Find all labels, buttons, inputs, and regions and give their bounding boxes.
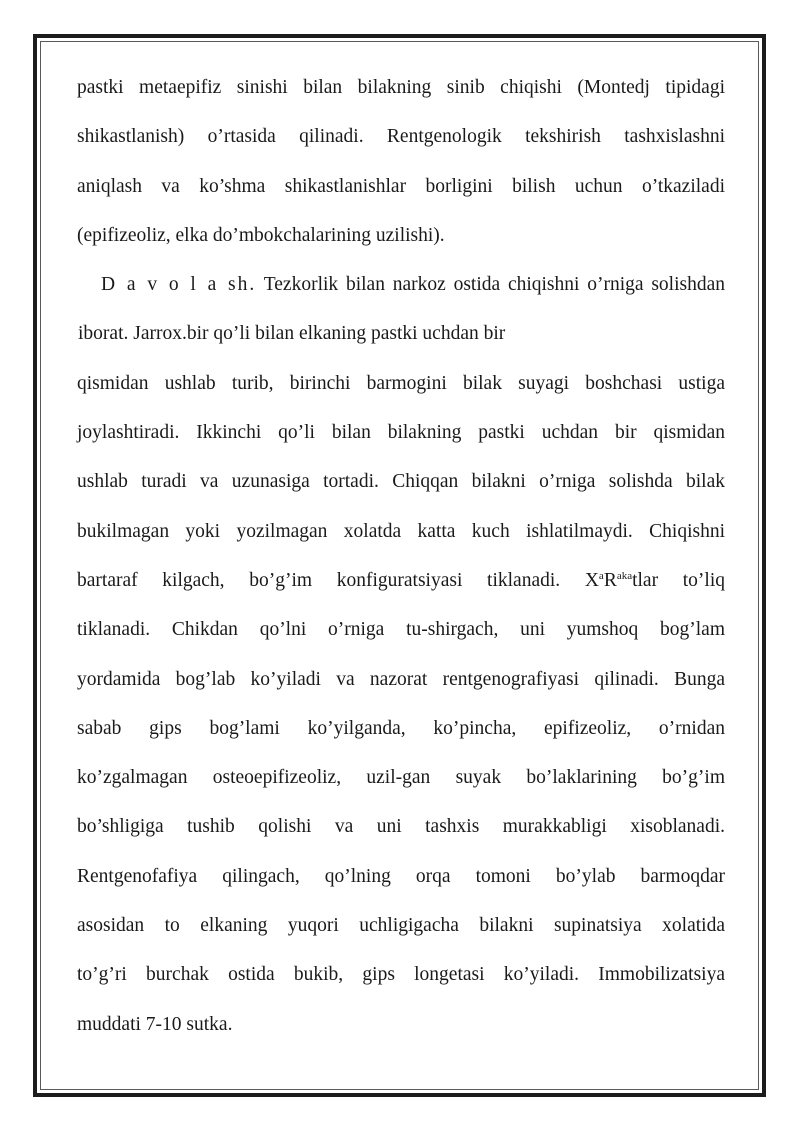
- text-line-continuation: Tezkorlik bilan narkoz ostida chiqishni o’rniga solishdan: [256, 274, 726, 296]
- text-segment: R: [603, 569, 617, 591]
- text-line: pastki metaepifiz sinishi bilan bilakning sinib chiqishi (Montedj tipidagi: [77, 77, 725, 98]
- text-line: shikastlanish) o’rtasida qilinadi. Rentgenologik tekshirish tashxislashni: [77, 126, 725, 148]
- text-line: joylashtiradi. Ikkinchi qo’li bilan bilakning pastki uchdan bir qismidan: [77, 422, 725, 444]
- text-line: yordamida bog’lab ko’yiladi va nazorat rentgenografiyasi qilinadi. Bunga: [77, 668, 725, 690]
- section-heading-line: [77, 267, 725, 316]
- text-line: tiklanadi. Chikdan qo’lni o’rniga tu-shirgach, uni yumshoq bog’lam: [77, 619, 725, 641]
- text-line: (epifizeoliz, elka do’mbokchalarining uzilishi).: [77, 224, 445, 246]
- text-segment: tlar to’liq: [632, 569, 725, 591]
- text-line: asosidan to elkaning yuqori uchligigacha bilakni supinatsiya xolatida: [77, 915, 725, 937]
- text-line: Rentgenofafiya qilingach, qo’lning orqa tomoni bo’ylab barmoqdar: [77, 865, 725, 887]
- text-line: bukilmagan yoki yozilmagan xolatda katta kuch ishlatilmaydi. Chiqishni: [77, 520, 725, 542]
- text-line: qismidan ushlab turib, birinchi barmogini bilak suyagi boshchasi ustiga: [77, 372, 725, 394]
- text-line: to’g’ri burchak ostida bukib, gips longetasi ko’yiladi. Immobilizatsiya: [77, 964, 725, 986]
- superscript-a: a: [598, 569, 604, 582]
- text-line-with-superscripts: [77, 563, 725, 612]
- text-line: bo’shligiga tushib qolishi va uni tashxis murakkabligi xisoblanadi.: [77, 816, 725, 838]
- text-line: ushlab turadi va uzunasiga tortadi. Chiqqan bilakni o’rniga solishda bilak: [77, 471, 725, 493]
- text-line: sabab gips bog’lami ko’yilganda, ko’pincha, epifizeoliz, o’rnidan: [77, 717, 725, 739]
- text-segment: bartaraf kilgach, bo’g’im konfiguratsiyasi tiklanadi. X: [77, 569, 599, 591]
- section-heading-davolash: D a v o l a sh.: [101, 274, 257, 296]
- superscript-aka: aka: [616, 569, 633, 582]
- text-line: muddati 7-10 sutka.: [77, 1013, 233, 1035]
- text-line: aniqlash va ko’shma shikastlanishlar borligini bilish uchun o’tkaziladi: [77, 175, 725, 197]
- text-line: ko’zgalmagan osteoepifizeoliz, uzil-gan suyak bo’laklarining bo’g’im: [77, 767, 725, 789]
- document-body: [77, 70, 725, 1056]
- text-line: iborat. Jarrox.bir qo’li bilan elkaning pastki uchdan bir: [78, 323, 506, 345]
